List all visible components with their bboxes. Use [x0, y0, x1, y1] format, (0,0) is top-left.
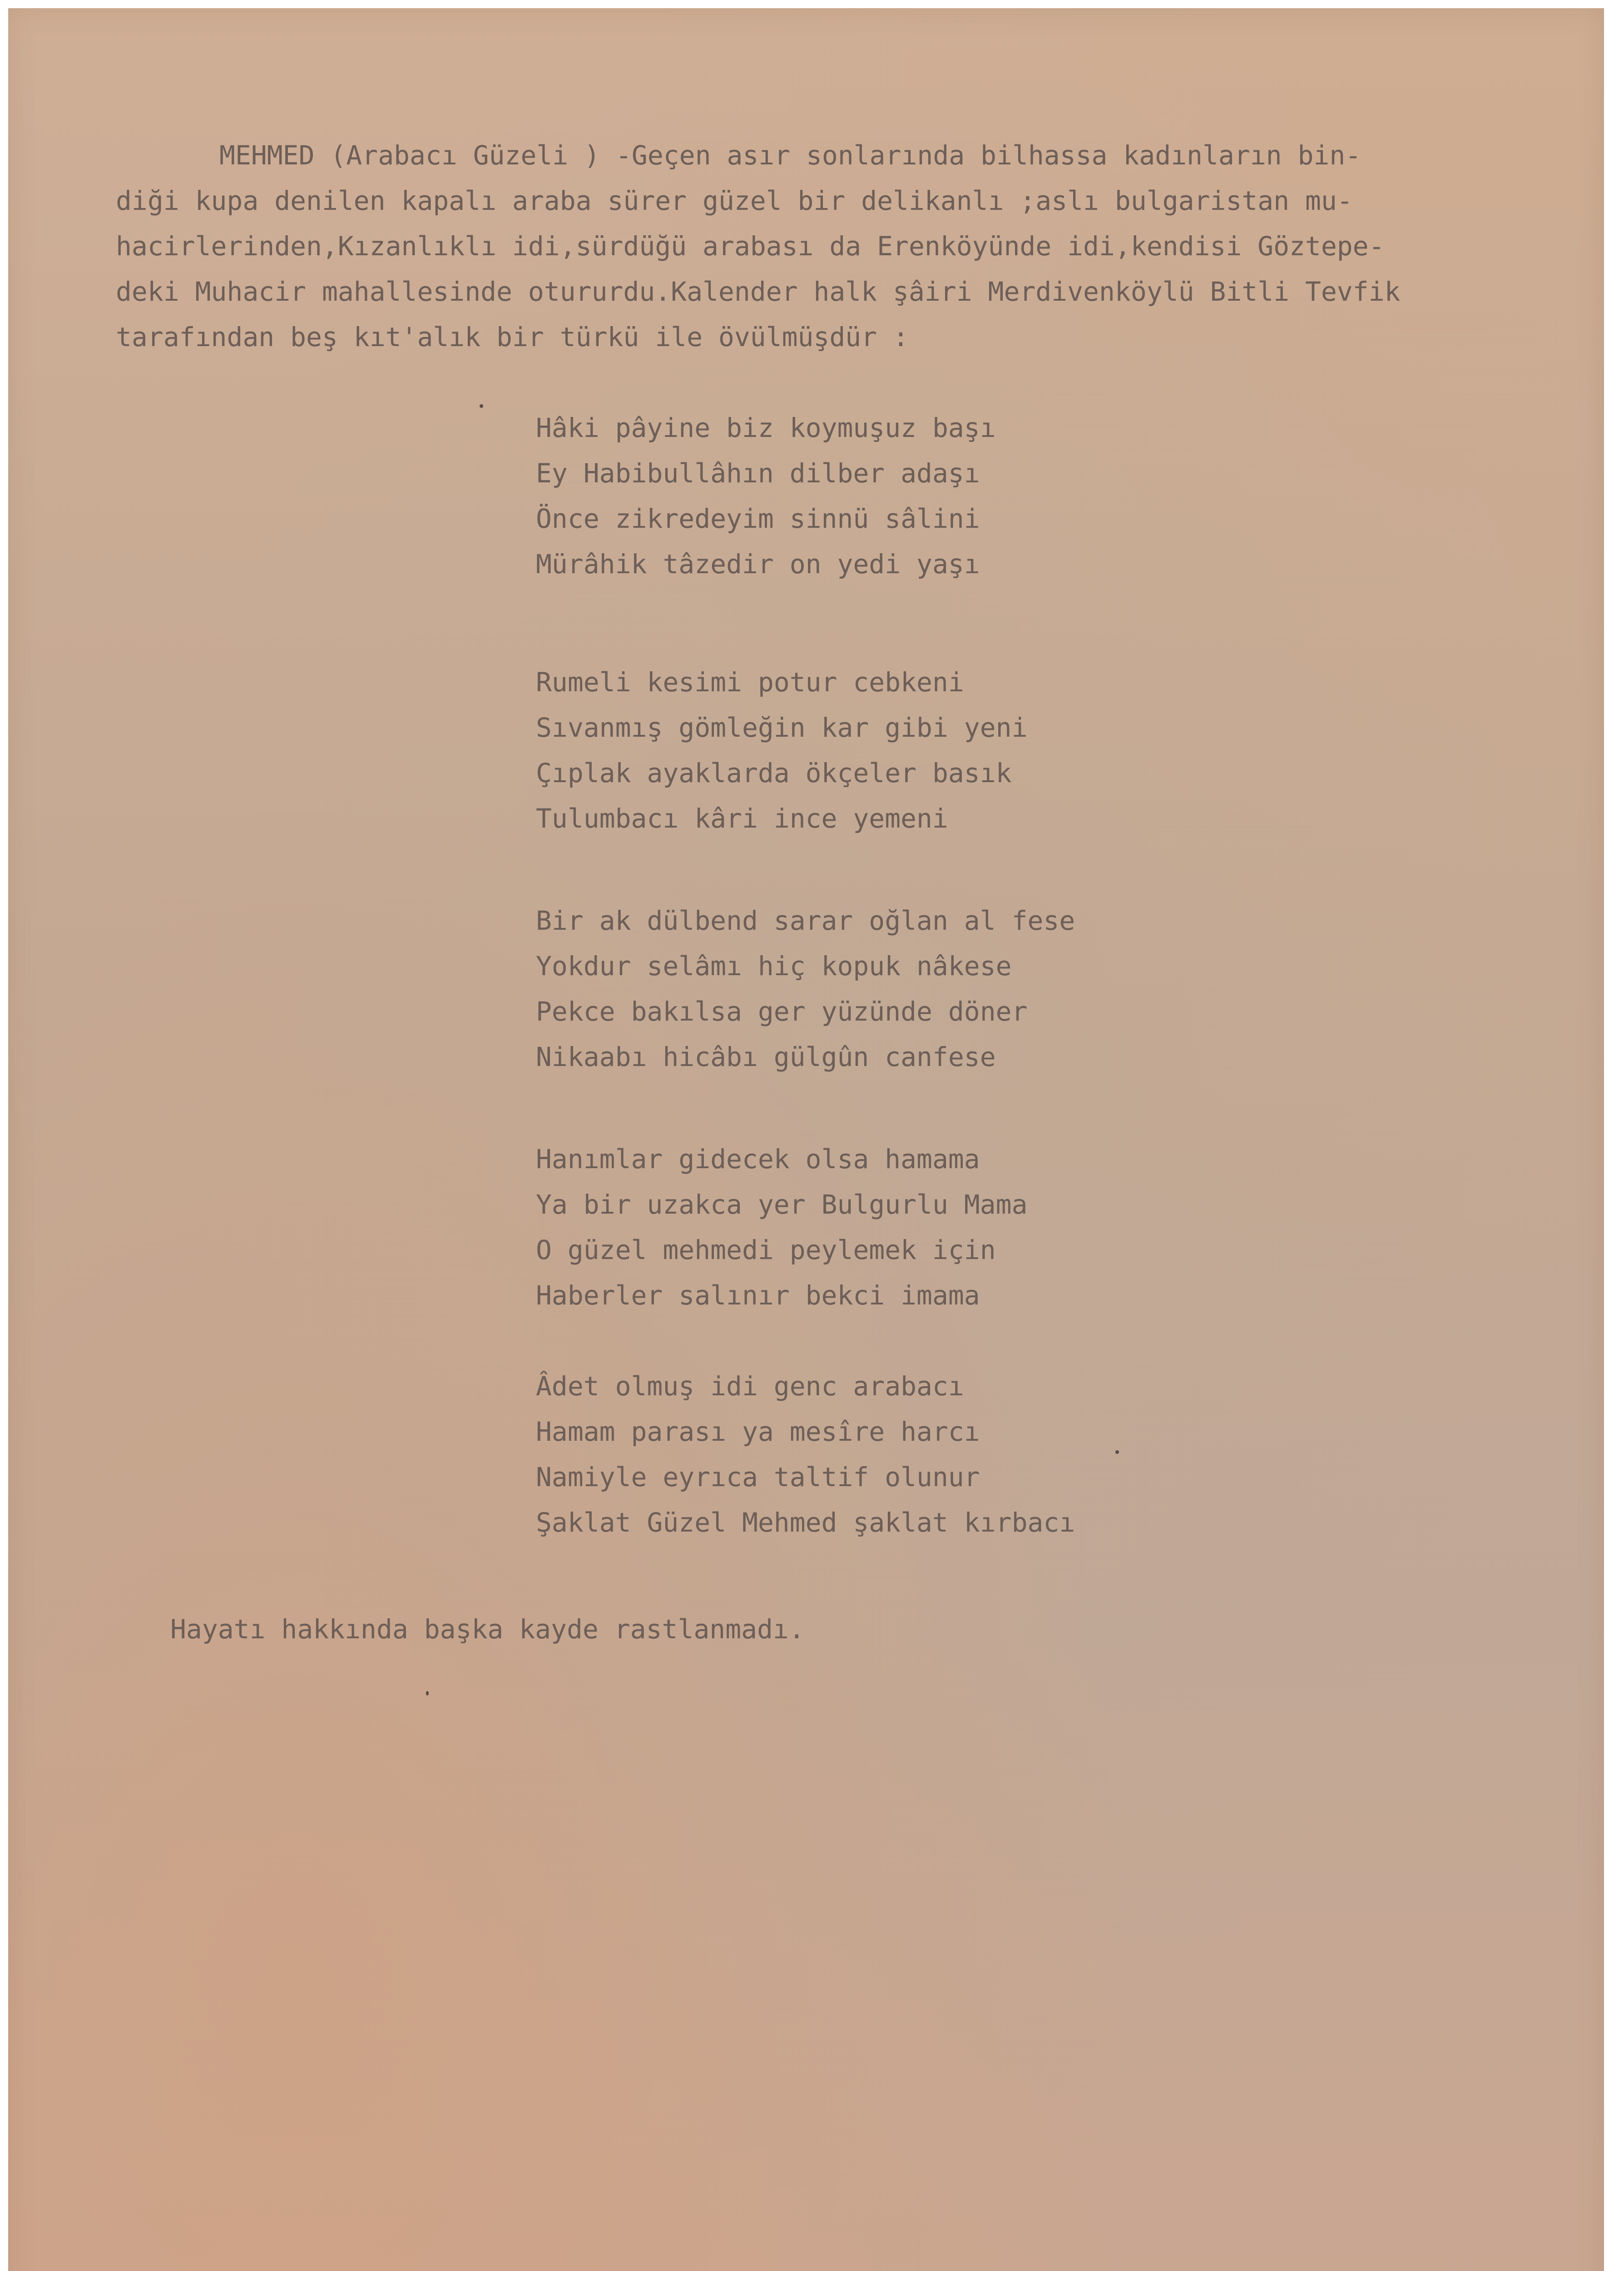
intro-line-4: deki Muhacir mahallesinde otururdu.Kalender halk şâiri Merdivenköylü Bitli Tevfik: [116, 276, 1401, 307]
intro-line-5: tarafından beş kıt'alık bir türkü ile övülmüşdür :: [116, 322, 909, 352]
stanza-1-line-3: Önce zikredeyim sinnü sâlini: [536, 503, 980, 534]
stanza-5-line-3: Namiyle eyrıca taltif olunur: [536, 1462, 980, 1493]
intro-line-3: hacirlerinden,Kızanlıklı idi,sürdüğü arabası da Erenköyünde idi,kendisi Göztepe-: [116, 231, 1385, 262]
stanza-4-line-4: Haberler salınır bekci imama: [536, 1280, 980, 1311]
stanza-3-line-1: Bir ak dülbend sarar oğlan al fese: [536, 905, 1075, 936]
stanza-1-line-2: Ey Habibullâhın dilber adaşı: [536, 458, 980, 489]
stanza-5-line-2: Hamam parası ya mesîre harcı: [536, 1416, 980, 1447]
stanza-1-line-1: Hâki pâyine biz koymuşuz başı: [536, 412, 996, 443]
ink-speck: [480, 404, 483, 408]
stanza-4-line-1: Hanımlar gidecek olsa hamama: [536, 1144, 980, 1175]
ink-speck: [1115, 1450, 1119, 1454]
intro-line-2: diği kupa denilen kapalı araba sürer güzel bir delikanlı ;aslı bulgaristan mu-: [116, 185, 1353, 216]
stanza-2-line-4: Tulumbacı kâri ince yemeni: [536, 803, 948, 834]
stanza-2-line-3: Çıplak ayaklarda ökçeler basık: [536, 758, 1012, 788]
typewritten-page: [8, 8, 1604, 2271]
stanza-2-line-2: Sıvanmış gömleğin kar gibi yeni: [536, 712, 1028, 743]
stanza-4-line-3: O güzel mehmedi peylemek için: [536, 1235, 996, 1265]
stanza-1-line-4: Mürâhik tâzedir on yedi yaşı: [536, 549, 980, 580]
stanza-3-line-2: Yokdur selâmı hiç kopuk nâkese: [536, 951, 1012, 982]
stanza-3-line-3: Pekce bakılsa ger yüzünde döner: [536, 996, 1028, 1027]
intro-line-1: MEHMED (Arabacı Güzeli ) -Geçen asır sonlarında bilhassa kadınların bin-: [219, 140, 1362, 171]
closing-line: Hayatı hakkında başka kayde rastlanmadı.: [170, 1614, 805, 1645]
ink-speck: [426, 1691, 429, 1696]
stanza-3-line-4: Nikaabı hicâbı gülgûn canfese: [536, 1041, 996, 1072]
stanza-2-line-1: Rumeli kesimi potur cebkeni: [536, 667, 964, 698]
stanza-5-line-4: Şaklat Güzel Mehmed şaklat kırbacı: [536, 1507, 1075, 1538]
stanza-5-line-1: Âdet olmuş idi genc arabacı: [536, 1371, 964, 1402]
stanza-4-line-2: Ya bir uzakca yer Bulgurlu Mama: [536, 1189, 1028, 1220]
